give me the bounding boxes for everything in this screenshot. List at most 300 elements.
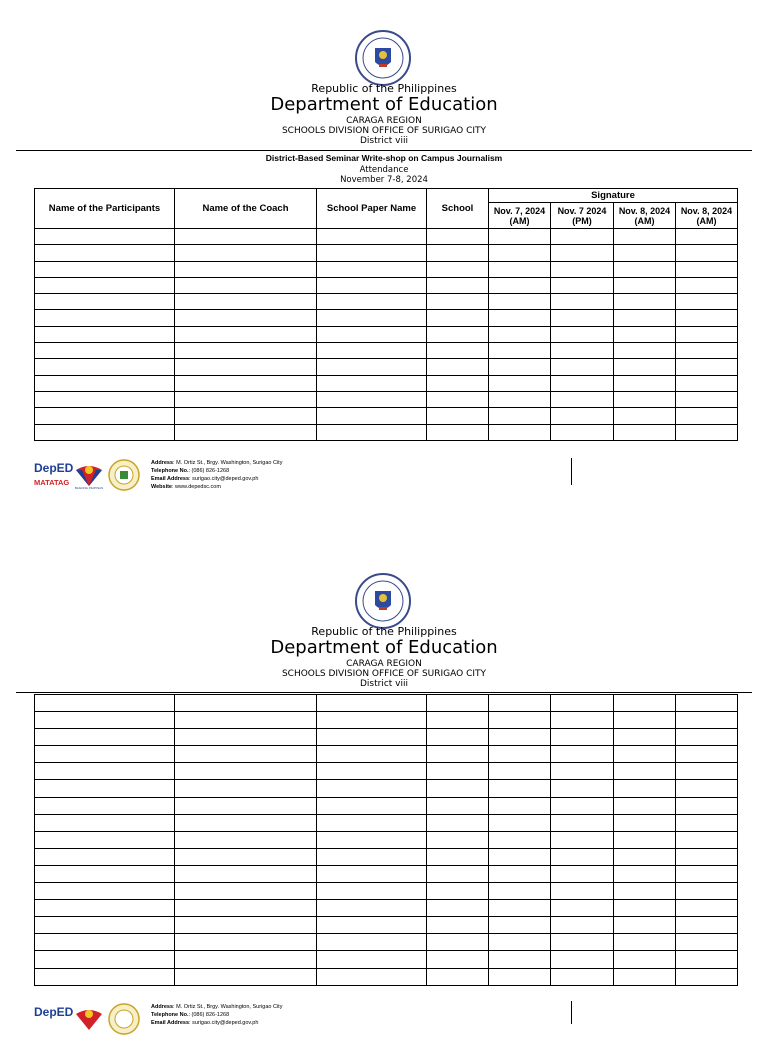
blank-cell[interactable] [614, 712, 676, 729]
blank-cell[interactable] [614, 934, 676, 951]
blank-cell[interactable] [676, 261, 738, 277]
blank-cell[interactable] [317, 934, 427, 951]
blank-cell[interactable] [427, 310, 489, 326]
blank-cell[interactable] [551, 900, 614, 917]
blank-cell[interactable] [317, 310, 427, 326]
blank-cell[interactable] [175, 814, 317, 831]
blank-cell[interactable] [614, 408, 676, 424]
blank-cell[interactable] [317, 729, 427, 746]
blank-cell[interactable] [614, 865, 676, 882]
blank-cell[interactable] [427, 375, 489, 391]
blank-cell[interactable] [175, 848, 317, 865]
blank-cell[interactable] [175, 277, 317, 293]
blank-cell[interactable] [175, 763, 317, 780]
table-row [35, 865, 738, 882]
blank-cell[interactable] [489, 831, 551, 848]
blank-cell[interactable] [676, 375, 738, 391]
blank-cell[interactable] [614, 763, 676, 780]
blank-cell[interactable] [551, 310, 614, 326]
table-row [35, 780, 738, 797]
blank-cell[interactable] [175, 746, 317, 763]
table-row [35, 375, 738, 391]
blank-cell[interactable] [427, 343, 489, 359]
blank-cell[interactable] [35, 359, 175, 375]
blank-cell[interactable] [427, 797, 489, 814]
blank-cell[interactable] [614, 951, 676, 968]
blank-cell[interactable] [427, 424, 489, 440]
blank-cell[interactable] [614, 359, 676, 375]
blank-cell[interactable] [551, 797, 614, 814]
blank-cell[interactable] [35, 391, 175, 407]
blank-cell[interactable] [175, 294, 317, 310]
bagong-pilipinas-logo [74, 460, 104, 490]
blank-cell[interactable] [551, 424, 614, 440]
blank-cell[interactable] [175, 934, 317, 951]
blank-cell[interactable] [551, 780, 614, 797]
blank-cell[interactable] [676, 229, 738, 245]
blank-cell[interactable] [427, 865, 489, 882]
blank-cell[interactable] [317, 951, 427, 968]
table-row [35, 917, 738, 934]
email-value: : surigao.city@deped.gov.ph [189, 1020, 259, 1026]
blank-cell[interactable] [35, 310, 175, 326]
blank-cell[interactable] [676, 797, 738, 814]
blank-cell[interactable] [551, 245, 614, 261]
blank-cell[interactable] [489, 326, 551, 342]
blank-cell[interactable] [676, 848, 738, 865]
address-label: Address [151, 1004, 174, 1010]
blank-cell[interactable] [551, 729, 614, 746]
blank-cell[interactable] [175, 797, 317, 814]
website-value: : www.depedsc.com [172, 484, 221, 490]
table-row [35, 883, 738, 900]
blank-cell[interactable] [175, 831, 317, 848]
blank-cell[interactable] [676, 424, 738, 440]
blank-cell[interactable] [551, 343, 614, 359]
blank-cell[interactable] [489, 695, 551, 712]
blank-cell[interactable] [551, 277, 614, 293]
blank-cell[interactable] [676, 831, 738, 848]
blank-cell[interactable] [427, 917, 489, 934]
table-row [35, 934, 738, 951]
blank-cell[interactable] [551, 695, 614, 712]
blank-cell[interactable] [489, 229, 551, 245]
sig-nov7-am: Nov. 7, 2024 (AM) [489, 203, 551, 229]
event-subtitle: Attendance [359, 164, 409, 175]
blank-cell[interactable] [489, 780, 551, 797]
deped-seal-icon [355, 573, 411, 629]
blank-cell[interactable] [175, 343, 317, 359]
blank-cell[interactable] [317, 797, 427, 814]
blank-cell[interactable] [676, 934, 738, 951]
blank-cell[interactable] [614, 814, 676, 831]
blank-cell[interactable] [427, 261, 489, 277]
table-row [35, 848, 738, 865]
blank-cell[interactable] [35, 326, 175, 342]
blank-cell[interactable] [427, 951, 489, 968]
blank-cell[interactable] [489, 951, 551, 968]
blank-cell[interactable] [551, 968, 614, 985]
blank-cell[interactable] [489, 763, 551, 780]
blank-cell[interactable] [317, 780, 427, 797]
blank-cell[interactable] [35, 797, 175, 814]
blank-cell[interactable] [35, 729, 175, 746]
blank-cell[interactable] [614, 424, 676, 440]
blank-cell[interactable] [175, 865, 317, 882]
table-row [35, 712, 738, 729]
blank-cell[interactable] [427, 883, 489, 900]
blank-cell[interactable] [551, 934, 614, 951]
blank-cell[interactable] [489, 424, 551, 440]
blank-cell[interactable] [427, 848, 489, 865]
blank-cell[interactable] [317, 391, 427, 407]
blank-cell[interactable] [676, 968, 738, 985]
blank-cell[interactable] [614, 968, 676, 985]
blank-cell[interactable] [427, 294, 489, 310]
footer-divider [571, 1001, 572, 1024]
blank-cell[interactable] [551, 229, 614, 245]
blank-cell[interactable] [317, 968, 427, 985]
blank-cell[interactable] [614, 780, 676, 797]
table-row [35, 391, 738, 407]
blank-cell[interactable] [676, 883, 738, 900]
blank-cell[interactable] [676, 277, 738, 293]
blank-cell[interactable] [427, 814, 489, 831]
blank-cell[interactable] [35, 900, 175, 917]
blank-cell[interactable] [35, 245, 175, 261]
blank-cell[interactable] [317, 343, 427, 359]
region-text: CARAGA REGION [346, 116, 422, 126]
blank-cell[interactable] [175, 375, 317, 391]
blank-cell[interactable] [614, 729, 676, 746]
blank-cell[interactable] [614, 326, 676, 342]
blank-cell[interactable] [551, 294, 614, 310]
blank-cell[interactable] [614, 831, 676, 848]
blank-cell[interactable] [614, 343, 676, 359]
blank-cell[interactable] [551, 359, 614, 375]
table-row [35, 746, 738, 763]
blank-cell[interactable] [551, 814, 614, 831]
blank-cell[interactable] [427, 391, 489, 407]
blank-cell[interactable] [427, 229, 489, 245]
blank-cell[interactable] [35, 424, 175, 440]
blank-cell[interactable] [676, 917, 738, 934]
blank-cell[interactable] [614, 229, 676, 245]
blank-cell[interactable] [676, 951, 738, 968]
blank-cell[interactable] [317, 277, 427, 293]
blank-cell[interactable] [175, 951, 317, 968]
republic-text: Republic of the Philippines [311, 82, 457, 95]
table-row [35, 359, 738, 375]
blank-cell[interactable] [35, 968, 175, 985]
blank-cell[interactable] [175, 780, 317, 797]
blank-cell[interactable] [614, 797, 676, 814]
bagong-pilipinas-text: BAGONG PILIPINAS [74, 486, 104, 490]
table-row [35, 729, 738, 746]
event-title: District-Based Seminar Write-shop on Campus Journalism [265, 153, 503, 163]
blank-cell[interactable] [676, 343, 738, 359]
blank-cell[interactable] [175, 359, 317, 375]
address-value: : M. Ortiz St., Brgy. Washington, Surigao City [173, 460, 283, 466]
blank-cell[interactable] [175, 310, 317, 326]
blank-cell[interactable] [317, 763, 427, 780]
blank-cell[interactable] [489, 343, 551, 359]
blank-cell[interactable] [427, 746, 489, 763]
blank-cell[interactable] [676, 865, 738, 882]
blank-cell[interactable] [676, 712, 738, 729]
blank-cell[interactable] [551, 712, 614, 729]
blank-cell[interactable] [551, 883, 614, 900]
blank-cell[interactable] [551, 865, 614, 882]
blank-cell[interactable] [676, 326, 738, 342]
blank-cell[interactable] [427, 780, 489, 797]
blank-cell[interactable] [35, 831, 175, 848]
blank-cell[interactable] [489, 883, 551, 900]
blank-cell[interactable] [614, 294, 676, 310]
blank-cell[interactable] [35, 934, 175, 951]
table-row [35, 951, 738, 968]
blank-cell[interactable] [489, 917, 551, 934]
blank-cell[interactable] [35, 883, 175, 900]
phone-value: : (086) 826-1268 [188, 468, 230, 474]
table-row [35, 968, 738, 985]
blank-cell[interactable] [175, 729, 317, 746]
district-text: District viii [359, 136, 408, 146]
blank-cell[interactable] [35, 814, 175, 831]
blank-cell[interactable] [175, 900, 317, 917]
blank-cell[interactable] [489, 310, 551, 326]
blank-cell[interactable] [489, 934, 551, 951]
blank-cell[interactable] [676, 391, 738, 407]
blank-cell[interactable] [551, 391, 614, 407]
table-row [35, 261, 738, 277]
blank-cell[interactable] [35, 712, 175, 729]
division-text: SCHOOLS DIVISION OFFICE OF SURIGAO CITY [281, 126, 487, 136]
blank-cell[interactable] [489, 294, 551, 310]
blank-cell[interactable] [35, 763, 175, 780]
blank-cell[interactable] [489, 261, 551, 277]
sig-nov8-am: Nov. 8, 2024 (AM) [614, 203, 676, 229]
blank-cell[interactable] [175, 917, 317, 934]
attendance-table [34, 188, 738, 441]
blank-cell[interactable] [175, 424, 317, 440]
blank-cell[interactable] [35, 917, 175, 934]
blank-cell[interactable] [317, 712, 427, 729]
phone-value: : (086) 826-1268 [188, 1012, 230, 1018]
blank-cell[interactable] [489, 865, 551, 882]
blank-cell[interactable] [427, 763, 489, 780]
deped-matatag-logo [34, 459, 74, 489]
blank-cell[interactable] [317, 375, 427, 391]
website-label: Website [151, 484, 172, 490]
blank-cell[interactable] [676, 729, 738, 746]
blank-cell[interactable] [551, 261, 614, 277]
division-text: SCHOOLS DIVISION OFFICE OF SURIGAO CITY [281, 669, 487, 679]
blank-cell[interactable] [317, 695, 427, 712]
blank-cell[interactable] [175, 229, 317, 245]
header-divider [16, 692, 752, 693]
blank-cell[interactable] [489, 729, 551, 746]
matatag-text: MATATAG [34, 478, 70, 487]
blank-cell[interactable] [35, 951, 175, 968]
blank-cell[interactable] [676, 359, 738, 375]
blank-cell[interactable] [427, 729, 489, 746]
blank-cell[interactable] [489, 814, 551, 831]
blank-cell[interactable] [489, 245, 551, 261]
blank-cell[interactable] [427, 900, 489, 917]
blank-cell[interactable] [427, 934, 489, 951]
blank-cell[interactable] [676, 780, 738, 797]
blank-cell[interactable] [175, 261, 317, 277]
blank-cell[interactable] [175, 391, 317, 407]
blank-cell[interactable] [614, 917, 676, 934]
blank-cell[interactable] [676, 245, 738, 261]
blank-cell[interactable] [551, 831, 614, 848]
table-row [35, 831, 738, 848]
email-value: : surigao.city@deped.gov.ph [189, 476, 259, 482]
department-title: Department of Education [270, 637, 498, 658]
blank-cell[interactable] [35, 229, 175, 245]
blank-cell[interactable] [614, 277, 676, 293]
blank-cell[interactable] [35, 865, 175, 882]
blank-cell[interactable] [35, 780, 175, 797]
blank-cell[interactable] [35, 294, 175, 310]
blank-cell[interactable] [489, 848, 551, 865]
blank-cell[interactable] [489, 746, 551, 763]
blank-cell[interactable] [317, 424, 427, 440]
blank-cell[interactable] [676, 294, 738, 310]
blank-cell[interactable] [676, 310, 738, 326]
blank-cell[interactable] [35, 343, 175, 359]
blank-cell[interactable] [489, 900, 551, 917]
blank-cell[interactable] [35, 746, 175, 763]
blank-cell[interactable] [35, 375, 175, 391]
department-title: Department of Education [270, 94, 498, 115]
blank-cell[interactable] [489, 375, 551, 391]
col-paper: School Paper Name [317, 189, 427, 229]
blank-cell[interactable] [676, 746, 738, 763]
blank-cell[interactable] [175, 326, 317, 342]
blank-cell[interactable] [614, 261, 676, 277]
blank-cell[interactable] [676, 408, 738, 424]
blank-cell[interactable] [551, 375, 614, 391]
blank-cell[interactable] [489, 359, 551, 375]
blank-cell[interactable] [317, 408, 427, 424]
table-row [35, 408, 738, 424]
blank-cell[interactable] [676, 900, 738, 917]
blank-cell[interactable] [551, 326, 614, 342]
blank-cell[interactable] [489, 408, 551, 424]
deped-logo-text: DepED [34, 461, 74, 475]
blank-cell[interactable] [551, 917, 614, 934]
blank-cell[interactable] [317, 848, 427, 865]
blank-cell[interactable] [614, 391, 676, 407]
blank-cell[interactable] [676, 695, 738, 712]
blank-cell[interactable] [175, 883, 317, 900]
blank-cell[interactable] [614, 245, 676, 261]
blank-cell[interactable] [317, 865, 427, 882]
blank-cell[interactable] [676, 814, 738, 831]
blank-cell[interactable] [489, 797, 551, 814]
blank-cell[interactable] [427, 712, 489, 729]
blank-cell[interactable] [614, 746, 676, 763]
blank-cell[interactable] [676, 763, 738, 780]
blank-cell[interactable] [35, 408, 175, 424]
blank-cell[interactable] [317, 359, 427, 375]
blank-cell[interactable] [614, 883, 676, 900]
blank-cell[interactable] [317, 326, 427, 342]
blank-cell[interactable] [427, 245, 489, 261]
blank-cell[interactable] [35, 277, 175, 293]
blank-cell[interactable] [614, 848, 676, 865]
blank-cell[interactable] [551, 763, 614, 780]
table-row [35, 814, 738, 831]
blank-cell[interactable] [427, 326, 489, 342]
blank-cell[interactable] [175, 408, 317, 424]
blank-cell[interactable] [614, 310, 676, 326]
blank-cell[interactable] [317, 900, 427, 917]
blank-cell[interactable] [175, 245, 317, 261]
email-label: Email Address [151, 476, 190, 482]
footer-divider [571, 458, 572, 485]
footer-contact [151, 1003, 282, 1027]
blank-cell[interactable] [614, 900, 676, 917]
division-seal-icon [108, 459, 140, 491]
blank-cell[interactable] [551, 746, 614, 763]
table-row [35, 277, 738, 293]
phone-label: Telephone No. [151, 1012, 189, 1018]
table-row [35, 695, 738, 712]
blank-cell[interactable] [614, 375, 676, 391]
blank-cell[interactable] [551, 951, 614, 968]
blank-cell[interactable] [427, 695, 489, 712]
blank-cell[interactable] [317, 245, 427, 261]
blank-cell[interactable] [317, 294, 427, 310]
blank-cell[interactable] [317, 831, 427, 848]
blank-cell[interactable] [427, 408, 489, 424]
blank-cell[interactable] [317, 261, 427, 277]
blank-cell[interactable] [489, 391, 551, 407]
blank-cell[interactable] [317, 229, 427, 245]
deped-seal-icon [355, 30, 411, 86]
blank-cell[interactable] [427, 831, 489, 848]
table-row [35, 900, 738, 917]
blank-cell[interactable] [427, 277, 489, 293]
table-row [35, 229, 738, 245]
blank-cell[interactable] [317, 814, 427, 831]
blank-cell[interactable] [551, 408, 614, 424]
table-row [35, 326, 738, 342]
blank-cell[interactable] [489, 712, 551, 729]
blank-cell[interactable] [35, 695, 175, 712]
blank-cell[interactable] [317, 746, 427, 763]
blank-cell[interactable] [489, 277, 551, 293]
blank-cell[interactable] [175, 968, 317, 985]
blank-cell[interactable] [551, 848, 614, 865]
blank-cell[interactable] [317, 917, 427, 934]
blank-cell[interactable] [35, 848, 175, 865]
blank-cell[interactable] [489, 968, 551, 985]
table-row [35, 763, 738, 780]
footer-contact [151, 459, 282, 491]
blank-cell[interactable] [175, 695, 317, 712]
blank-cell[interactable] [427, 968, 489, 985]
blank-cell[interactable] [427, 359, 489, 375]
blank-cell[interactable] [614, 695, 676, 712]
blank-cell[interactable] [35, 261, 175, 277]
blank-cell[interactable] [175, 712, 317, 729]
blank-cell[interactable] [317, 883, 427, 900]
